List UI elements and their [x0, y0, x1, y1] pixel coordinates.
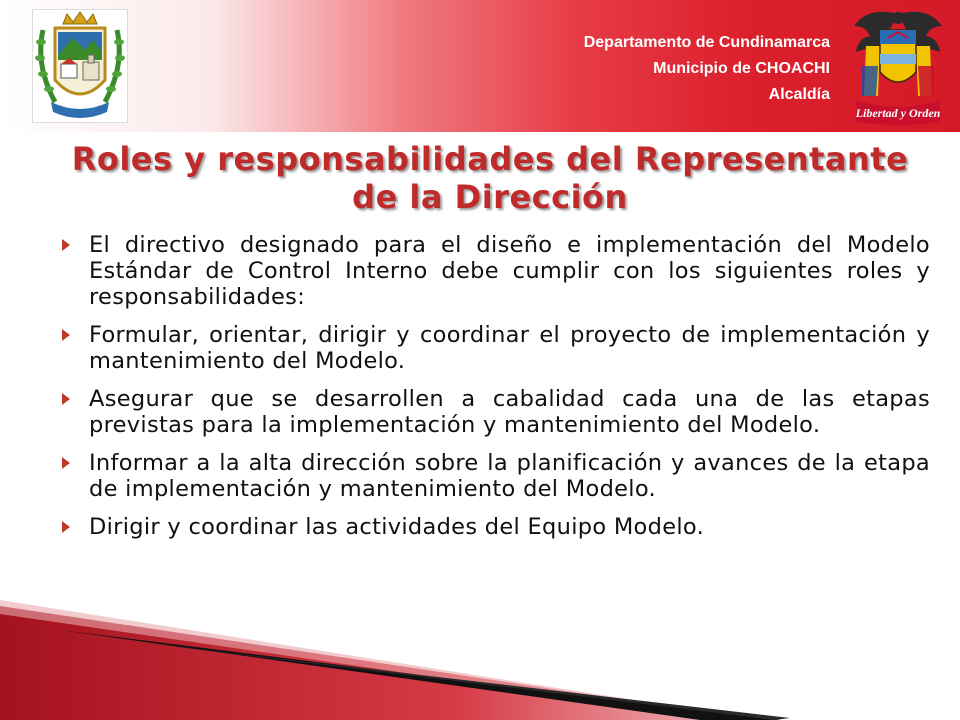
list-item-text: Dirigir y coordinar las actividades del Equipo Modelo. — [89, 514, 705, 540]
page-title — [20, 140, 960, 216]
list-item-text: El directivo designado para el diseño e implementación del Modelo Estándar de Control Interno debe cumplir con los siguientes roles y responsabilidades: — [89, 232, 930, 310]
list-item — [60, 232, 930, 310]
office-label: Alcaldía — [768, 86, 830, 103]
title-line-1: Roles y responsabilidades del Representante — [71, 140, 909, 178]
arrow-bullet-icon — [60, 328, 72, 342]
list-item — [60, 450, 930, 502]
header-banner — [0, 0, 960, 132]
arms-motto: Libertad y Orden — [855, 106, 941, 120]
arrow-bullet-icon — [60, 238, 72, 252]
header-text-block — [584, 30, 830, 108]
national-coat-of-arms — [848, 6, 948, 128]
municipal-crest-logo — [32, 9, 128, 123]
responsibilities-list — [60, 232, 930, 552]
department-label: Departamento de Cundinamarca — [583, 34, 830, 51]
municipality-label: Municipio de CHOACHI — [653, 60, 830, 77]
crest-icon — [33, 10, 127, 122]
list-item-text: Asegurar que se desarrollen a cabalidad cada una de las etapas previstas para la implementación y mantenimiento del Modelo. — [89, 386, 930, 438]
arrow-bullet-icon — [60, 456, 72, 470]
list-item-text: Formular, orientar, dirigir y coordinar el proyecto de implementación y mantenimiento del Modelo. — [89, 322, 930, 374]
arrow-bullet-icon — [60, 520, 72, 534]
list-item — [60, 322, 930, 374]
list-item-text: Informar a la alta dirección sobre la planificación y avances de la etapa de implementación y mantenimiento del Modelo. — [89, 450, 930, 502]
bottom-wedge-decoration — [0, 600, 960, 720]
list-item — [60, 514, 930, 540]
list-item — [60, 386, 930, 438]
arrow-bullet-icon — [60, 392, 72, 406]
title-line-2: de la Dirección — [352, 178, 628, 216]
